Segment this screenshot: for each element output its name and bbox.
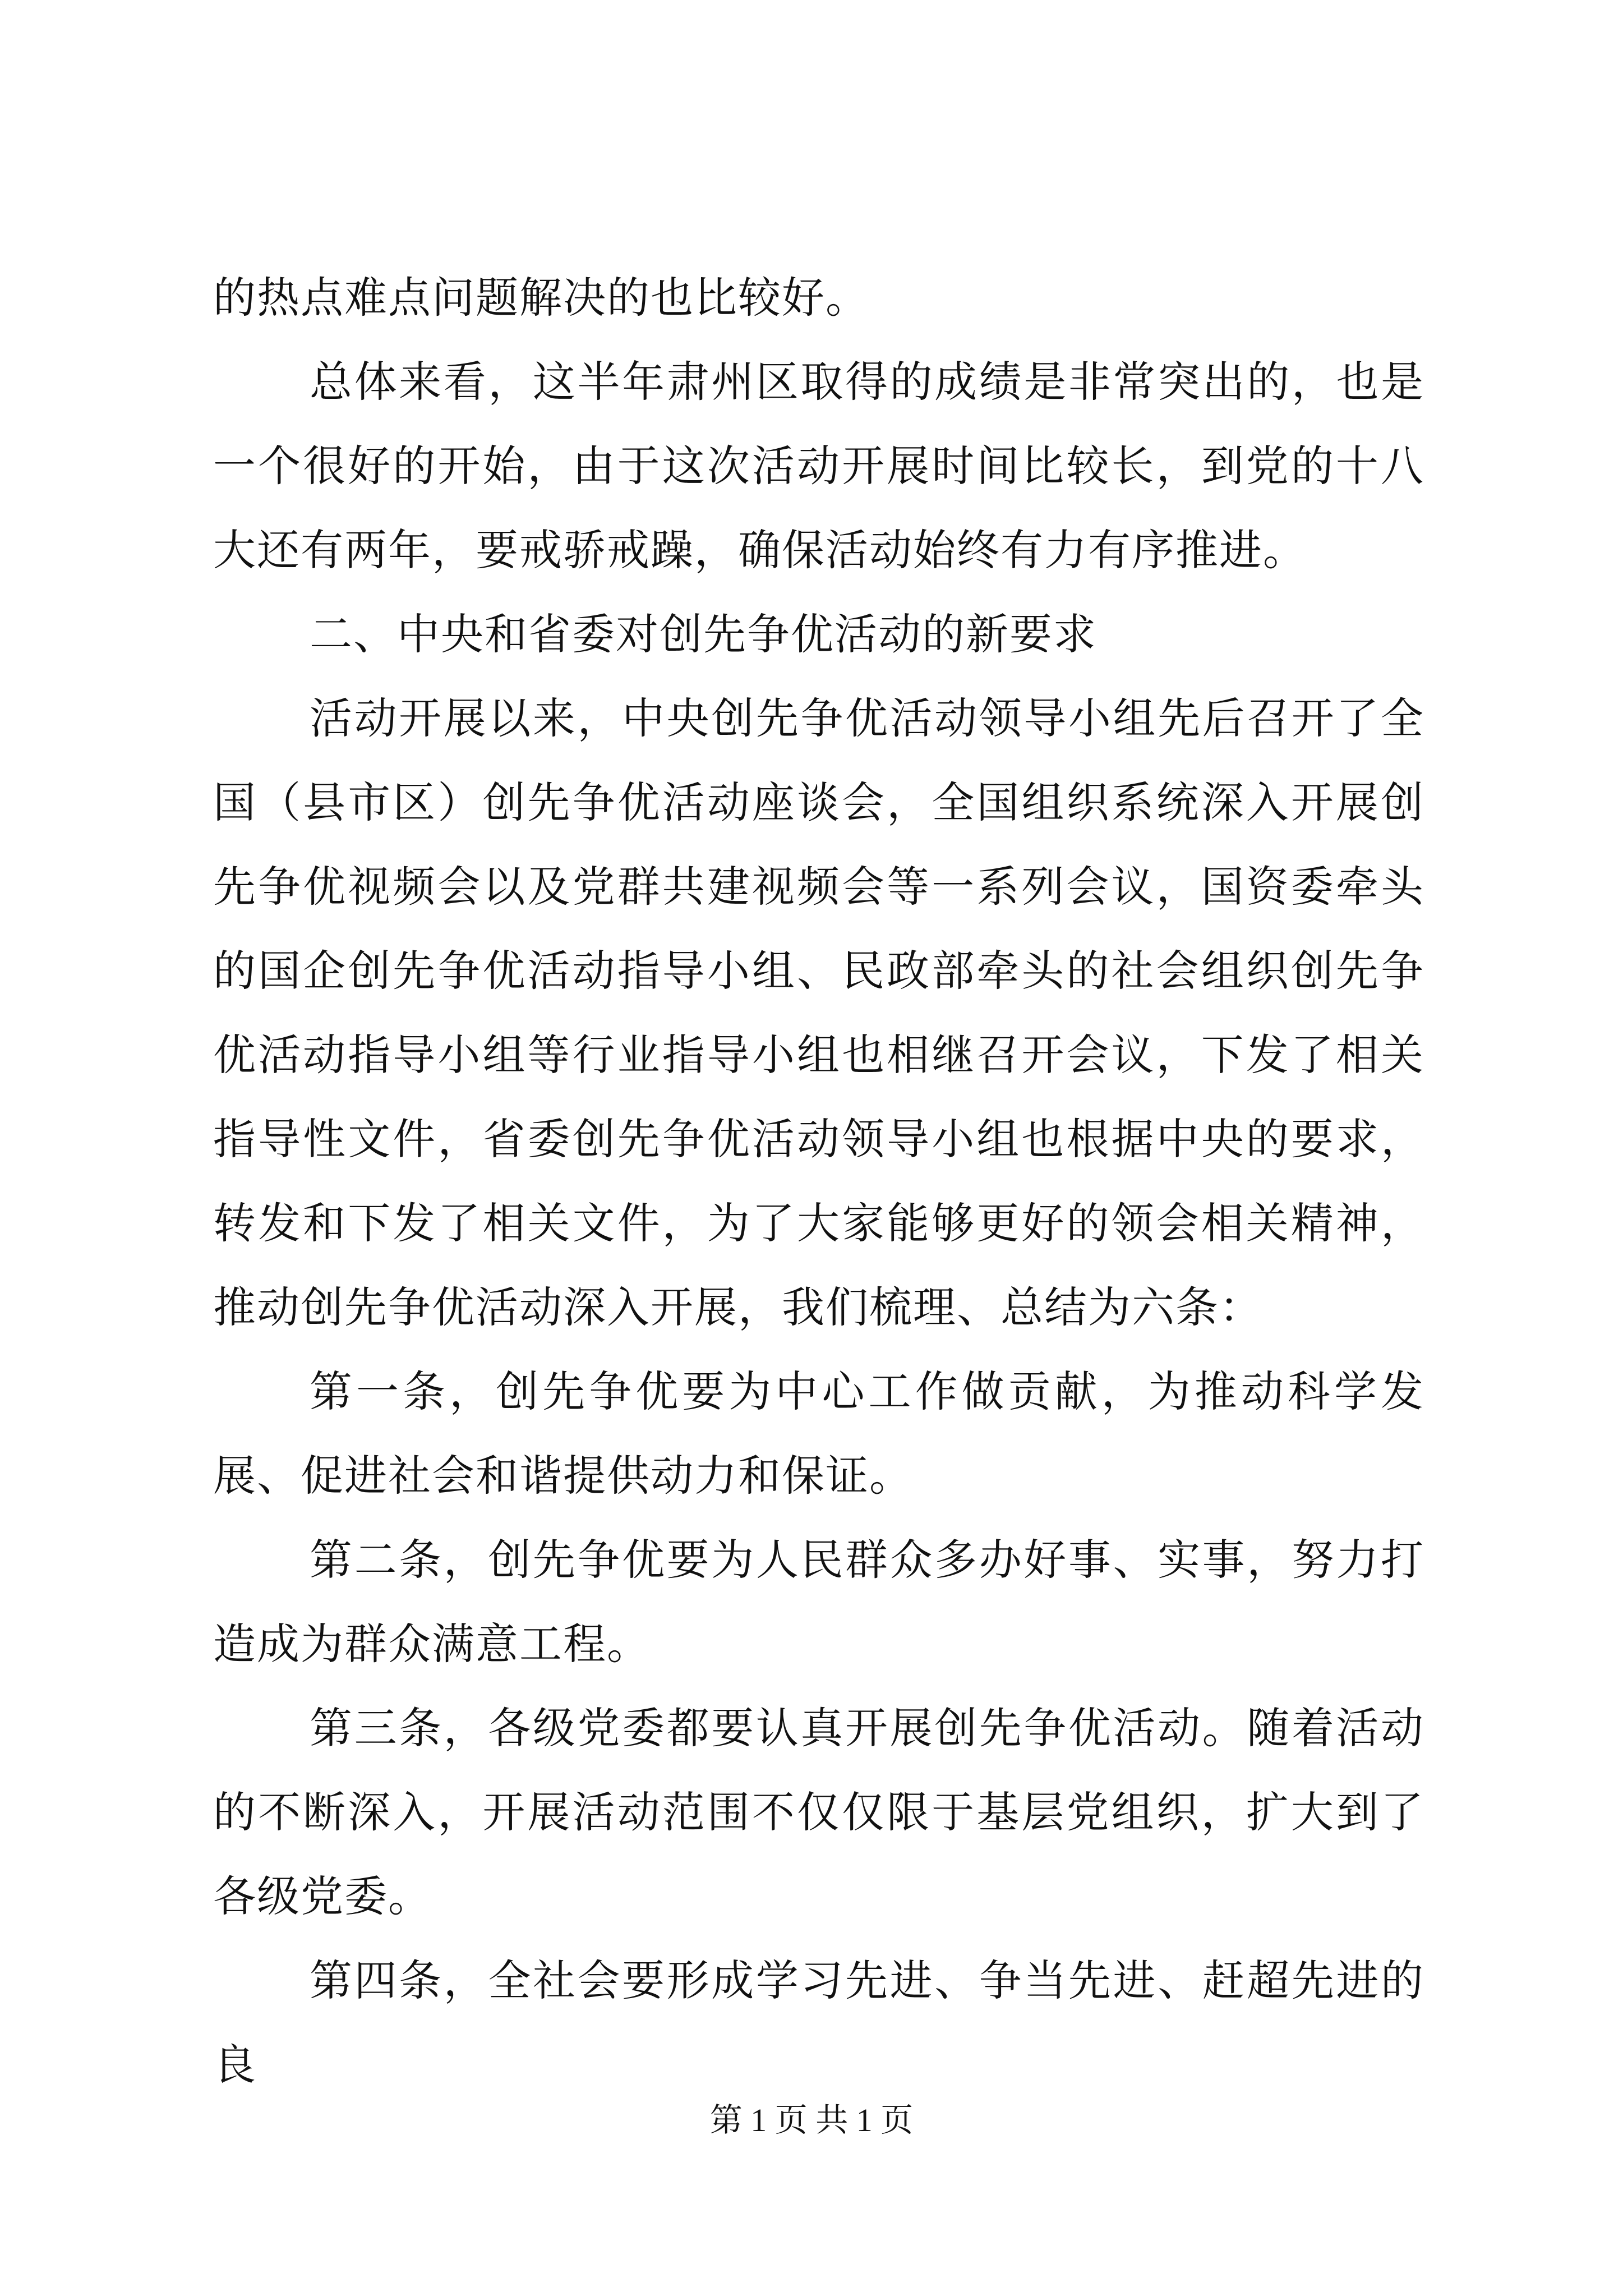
section-heading: 二、中央和省委对创先争优活动的新要求 <box>310 609 1097 659</box>
paragraph-summary: 总体来看，这半年肃州区取得的成绩是非常突出的，也是一个很好的开始，由于这次活动开展时间比较长，到党的十八大还有两年，要戒骄戒躁，确保活动始终有力有序推进。 <box>213 357 1424 575</box>
paragraph-article-1: 第一条，创先争优要为中心工作做贡献，为推动科学发展、促进社会和谐提供动力和保证。 <box>213 1366 1424 1501</box>
paragraph-continuation: 的热点难点问题解决的也比较好。 <box>213 273 869 323</box>
paragraph-article-2: 第二条，创先争优要为人民群众多办好事、实事，努力打造成为群众满意工程。 <box>213 1535 1424 1669</box>
page-number-label: 第 1 页 共 1 页 <box>709 2102 914 2138</box>
paragraph-article-4: 第四条，全社会要形成学习先进、争当先进、赶超先进的良 <box>213 1955 1424 2090</box>
document-body <box>213 256 1424 2107</box>
page-footer <box>0 2098 1623 2143</box>
paragraph-article-3: 第三条，各级党委都要认真开展创先争优活动。随着活动的不断深入，开展活动范围不仅仅限于基层党组织，扩大到了各级党委。 <box>213 1703 1424 1921</box>
paragraph-requirements-intro: 活动开展以来，中央创先争优活动领导小组先后召开了全国（县市区）创先争优活动座谈会，全国组织系统深入开展创先争优视频会以及党群共建视频会等一系列会议，国资委牵头的国企创先争优活动指导小组、民政部牵头的社会组织创先争优活动指导小组等行业指导小组也相继召开会议，下发了相关指导性文件，省委创先争优活动领导小组也根据中央的要求，转发和下发了相关文件，为了大家能够更好的领会相关精神，推动创先争优活动深入开展，我们梳理、总结为六条： <box>213 693 1424 1332</box>
